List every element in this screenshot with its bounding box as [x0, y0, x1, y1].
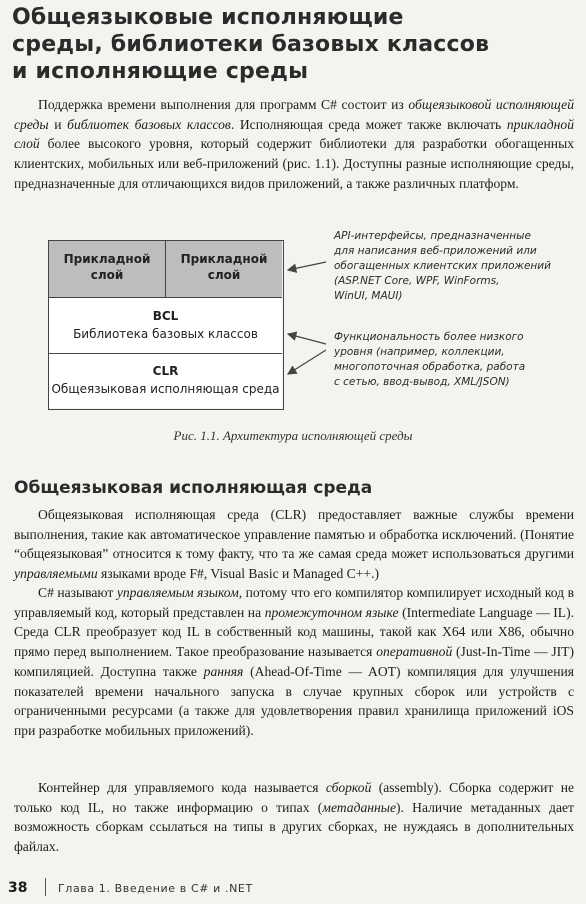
bcl-title: BCL [152, 309, 179, 323]
running-chapter-title: Глава 1. Введение в C# и .NET [58, 882, 253, 895]
runtime-architecture-diagram [48, 240, 284, 410]
arrow-to-clr [288, 350, 326, 374]
app-layer-box-left: Прикладной слой [49, 241, 166, 297]
intro-paragraph: Поддержка времени выполнения для программ C# состоит из общеязыковой исполняющей среды и библиотек базовых классов. Исполняющая среда может также включать прикладной слой более высокого уровня, который содержит библиотеки для разработки обогащенных клиентских, мобильных или веб-приложений (рис. 1.1). Доступны разные исполняющие среды, предназначенные для отличающихся видов приложений, а также различных платформ. [14, 97, 574, 191]
clr-paragraph-3: Контейнер для управляемого кода называется сборкой (assembly). Сборка содержит не только код IL, но также информацию о типах (метаданные). Наличие метаданных дает возможность сборкам ссылаться на типы в других сборках, не нуждаясь в дополнительных файлах. [14, 780, 574, 855]
app-layer-box-right: Прикладной слой [166, 241, 282, 297]
section-title: Общеязыковая исполняющая среда [14, 478, 373, 498]
arrow-to-bcl [288, 334, 326, 344]
arrow-to-app-layer [288, 262, 326, 270]
page-footer [8, 878, 578, 900]
heading-line-3: и исполняющие среды [12, 59, 309, 84]
clr-title: CLR [152, 364, 179, 378]
clr-box [49, 354, 282, 408]
clr-paragraph-1: Общеязыковая исполняющая среда (CLR) предоставляет важные службы времени выполнения, такие как автоматическое управление памятью и обработка исключений. (Понятие “общеязыковая” относится к тому факту, что та же самая среда может использоваться другими управляемыми языками вроде F#, Visual Basic и Managed C++.) [14, 507, 574, 582]
figure-caption: Рис. 1.1. Архитектура исполняющей среды [173, 428, 413, 443]
heading-line-1: Общеязыковые исполняющие [12, 5, 404, 30]
chapter-heading [12, 4, 572, 85]
bcl-subtitle: Библиотека базовых классов [73, 327, 258, 341]
clr-paragraph-2: C# называют управляемым языком, потому что его компилятор компилирует исходный код в управляемый код, который представлен на промежуточном языке (Intermediate Language — IL). Среда CLR преобразует код IL в собственный код машины, такой как X64 или X86, обычно прямо перед выполнением. Такое преобразование называется оперативной (Just-In-Time — JIT) компиляцией. Доступна также ранняя (Ahead-Of-Time — AOT) компиляция для улучшения показателей времени начального запуска в случае крупных сборок или устройств с ограниченными ресурсами (а также для удовлетворения правил хранилища приложений iOS при разработке мобильных приложений). [14, 585, 574, 738]
page-number: 38 [8, 880, 28, 896]
bcl-box [49, 297, 282, 354]
bcl-clr-note: Функциональность более низкого уровня (например, коллекции, многопоточная обработка, работа с сетью, ввод-вывод, XML/JSON) [334, 331, 526, 388]
footer-divider [45, 878, 46, 896]
clr-subtitle: Общеязыковая исполняющая среда [51, 382, 280, 396]
heading-line-2: среды, библиотеки базовых классов [12, 32, 490, 57]
app-layer-note: API-интерфейсы, предназначенные для написания веб-приложений или обогащенных клиентских приложений (ASP.NET Core, WPF, WinForms, WinUI, MAUI) [334, 230, 551, 302]
